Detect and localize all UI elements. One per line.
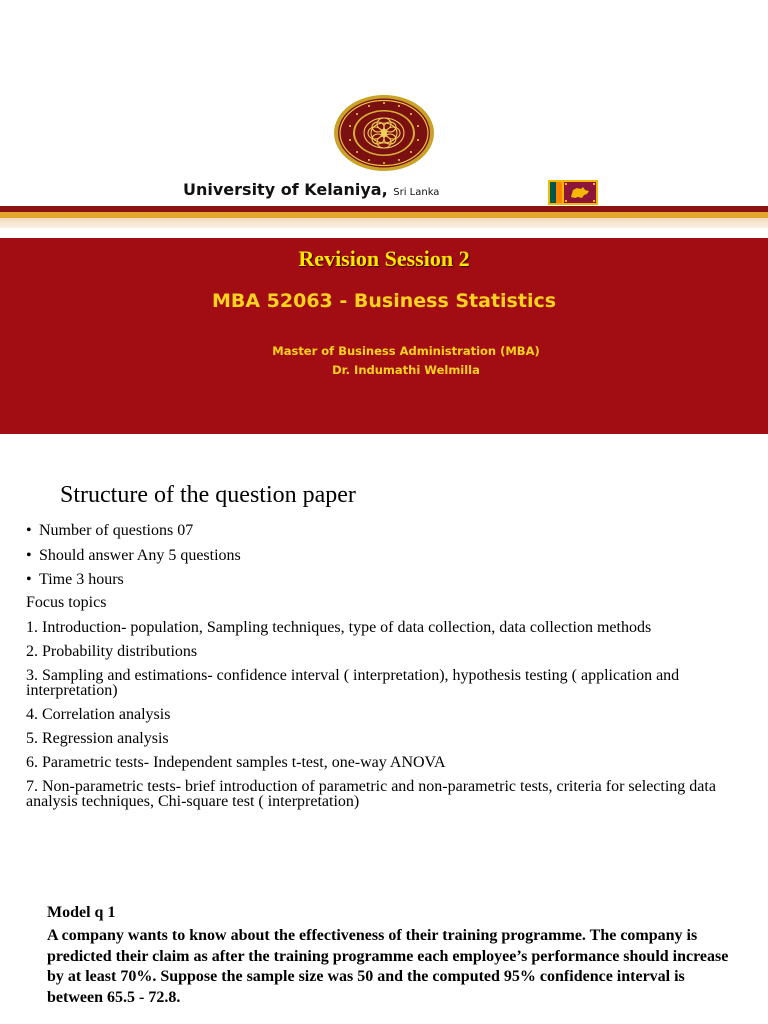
topic-item: 4. Correlation analysis (26, 706, 171, 723)
topic-item: 7. Non-parametric tests- brief introduction of parametric and non-parametric tests, criteria for selecting data analysis techniques, Chi-square test ( interpretation) (26, 778, 716, 810)
bullet-item: • Time 3 hours (26, 569, 241, 594)
bullet-icon: • (26, 546, 32, 564)
title-banner (0, 238, 768, 434)
lecturer-name: Dr. Indumathi Welmilla (332, 363, 480, 377)
topic-item: 1. Introduction- population, Sampling techniques, type of data collection, data collection methods (26, 619, 652, 636)
session-title: Revision Session 2 (298, 246, 470, 271)
model-question-slide (0, 854, 768, 1024)
model-question-label: Model q 1 (47, 904, 116, 921)
topic-list (26, 618, 746, 816)
degree-name: Master of Business Administration (MBA) (272, 344, 540, 358)
model-question-text: A company wants to know about the effectiveness of their training programme. The company is predicted their claim as after the training programme each employee’s performance should increase by at least 70%. Suppose the sample size was 50 and the computed 95% confidence interval is between 65.5 - 72.8. (47, 927, 729, 1006)
university-label: University of Kelaniya, (183, 180, 388, 199)
bullet-icon: • (26, 522, 32, 539)
course-title: MBA 52063 - Business Statistics (211, 290, 557, 312)
bullet-item: • Number of questions 07 (26, 520, 241, 545)
bullet-icon: • (26, 571, 32, 588)
country-label: Sri Lanka (393, 187, 440, 198)
header-stripe-cream (0, 218, 768, 228)
topic-item: 6. Parametric tests- Independent samples t-test, one-way ANOVA (26, 754, 446, 771)
slide-title: Structure of the question paper (60, 482, 356, 508)
topic-item: 2. Probability distributions (26, 643, 198, 660)
focus-topics-label: Focus topics (26, 594, 107, 611)
topic-item: 3. Sampling and estimations- confidence interval ( interpretation), hypothesis testing ( application and interpretation) (26, 667, 680, 699)
university-seal-icon (333, 94, 435, 172)
title-slide (0, 0, 768, 434)
sri-lanka-flag-icon (548, 180, 598, 205)
university-name (183, 180, 439, 199)
structure-slide (0, 434, 768, 854)
topic-item: 5. Regression analysis (26, 730, 169, 747)
bullet-item: • Should answer Any 5 questions (26, 545, 241, 570)
bullet-list (26, 520, 241, 594)
